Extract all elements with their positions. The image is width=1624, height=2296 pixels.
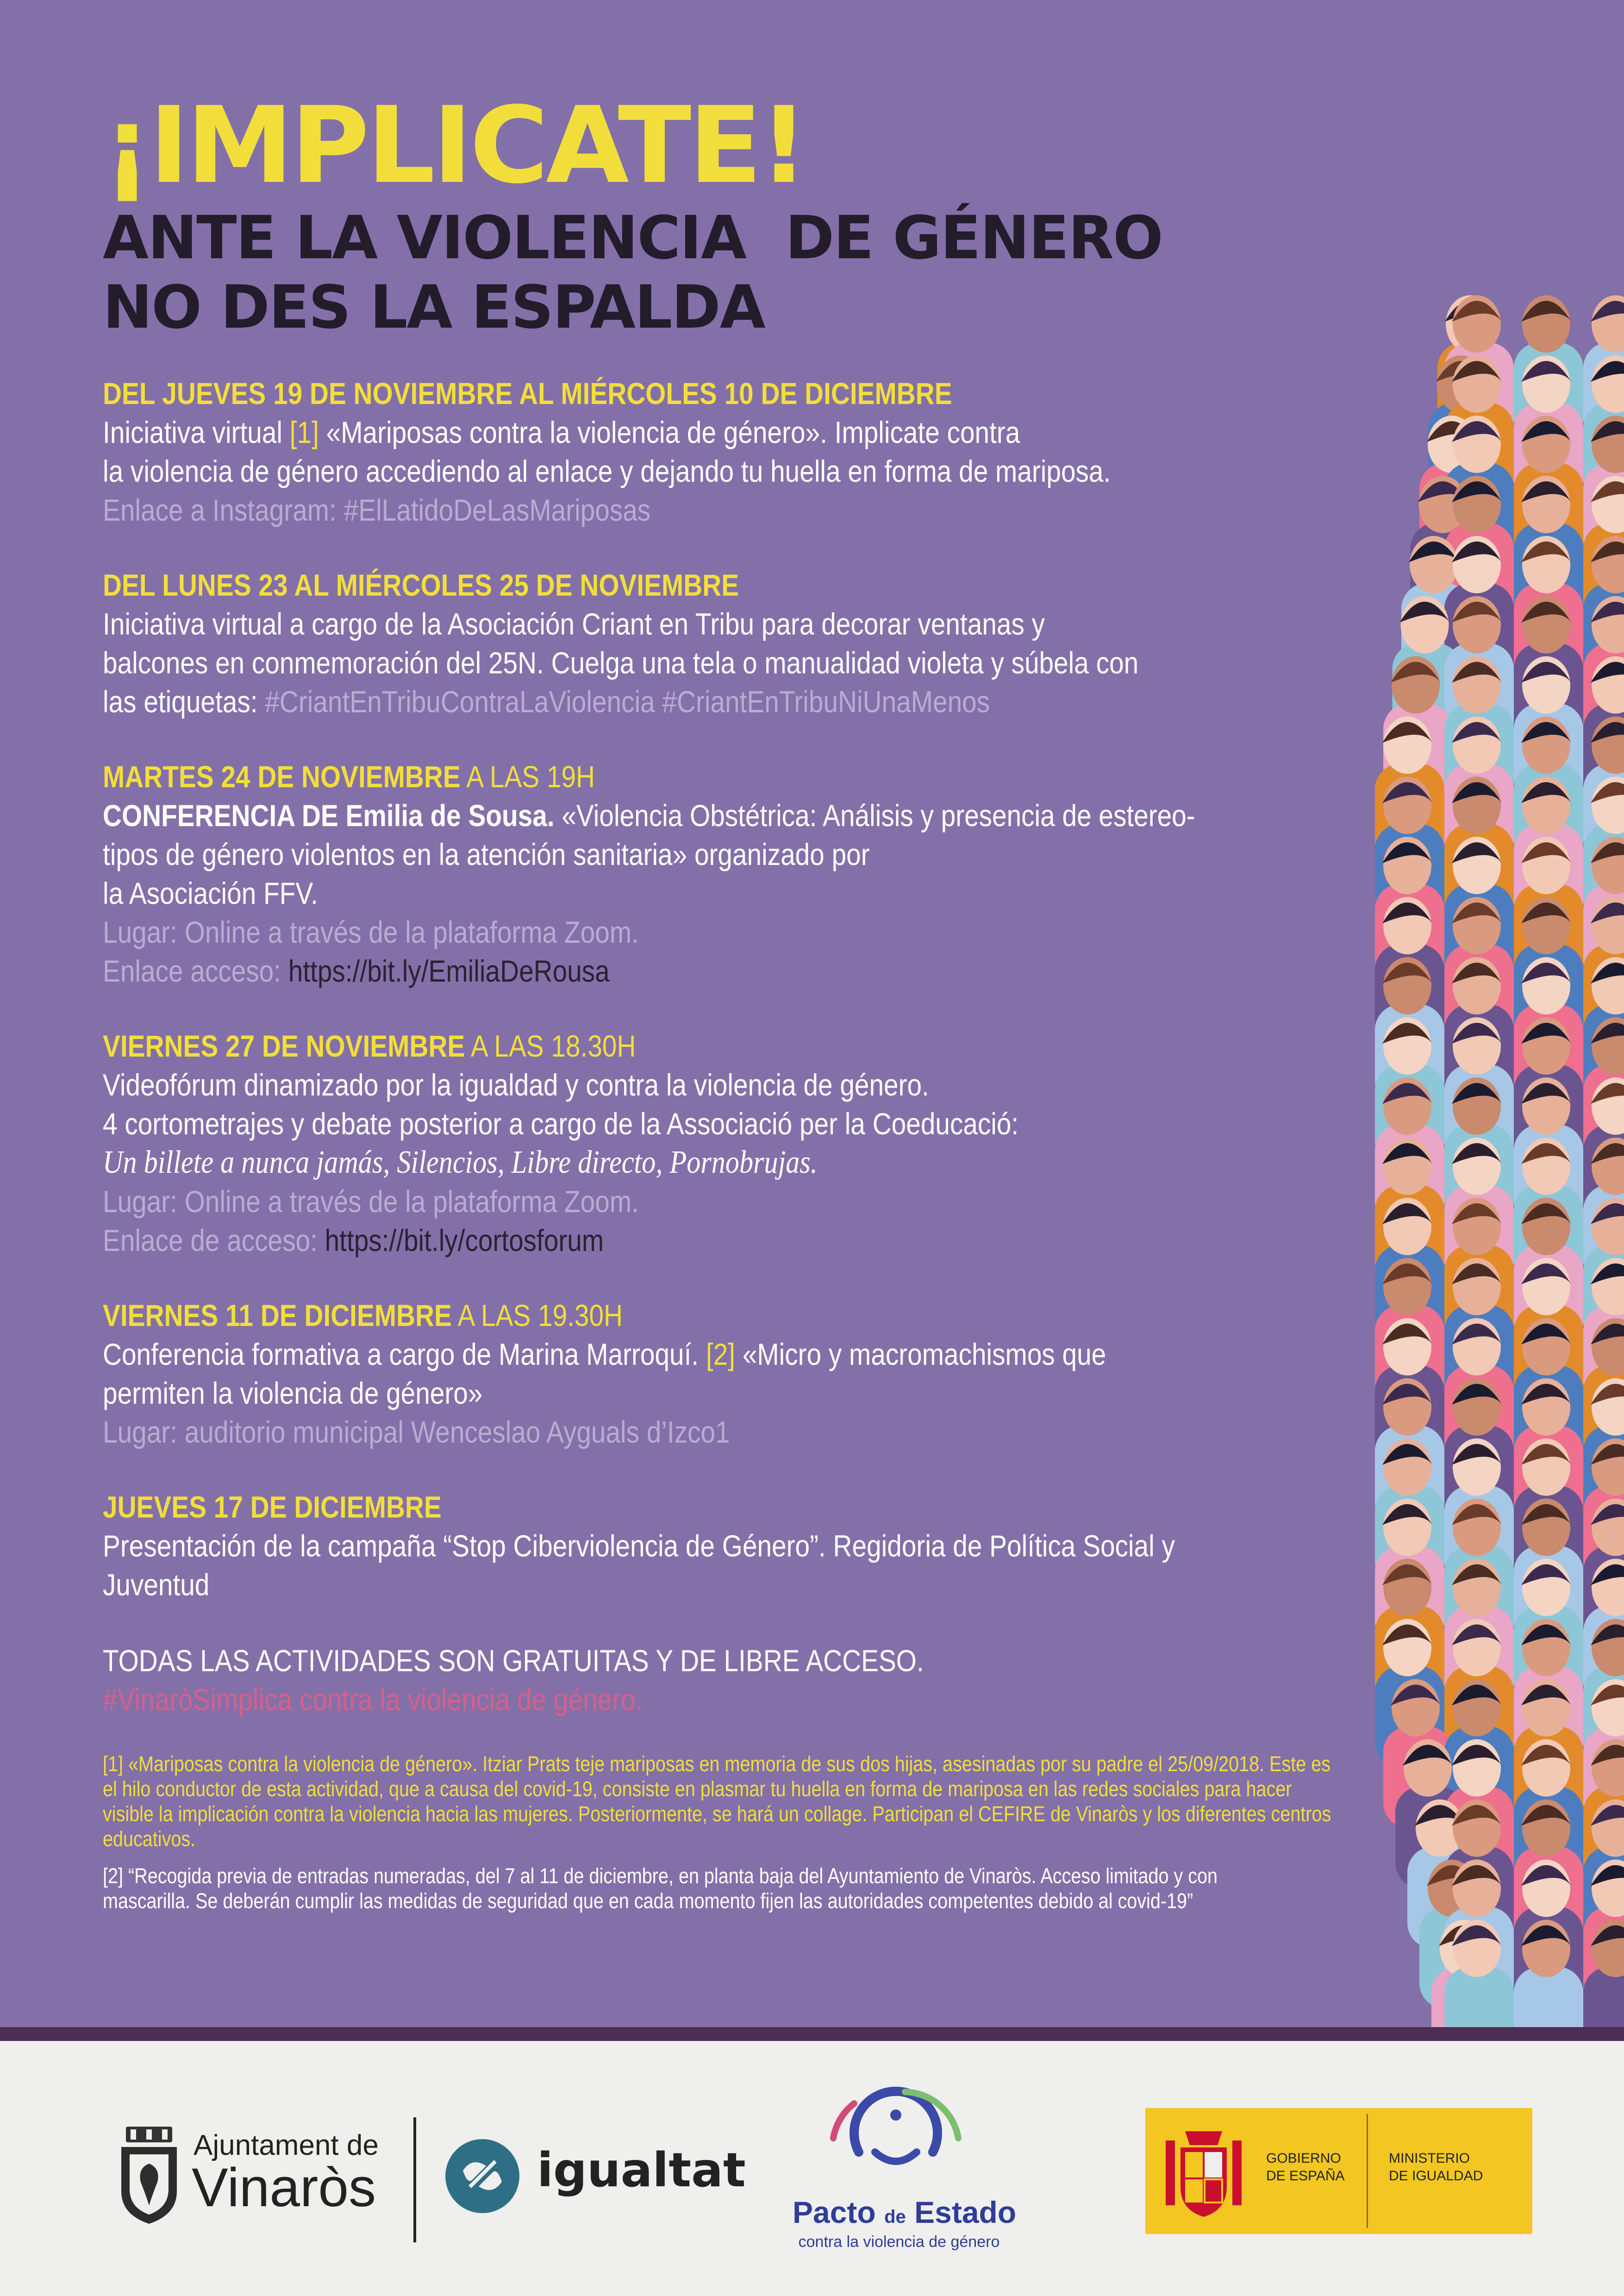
event-text: «Micro y macromachismos que: [735, 1337, 1106, 1371]
event-date: DEL LUNES 23 AL MIÉRCOLES 25 DE NOVIEMBRE: [103, 568, 739, 602]
vinaros-shield-icon: [117, 2127, 181, 2225]
footnote-ref-2[interactable]: [2]: [706, 1337, 736, 1371]
event-4: [103, 1027, 1353, 1260]
event-text: [103, 682, 1353, 721]
event-place: Lugar: Online a través de la plataforma Zoom.: [103, 1184, 639, 1219]
link-label: Enlace acceso:: [103, 954, 288, 988]
footer-divider: [0, 2027, 1624, 2041]
spain-coat-of-arms-icon: [1162, 2122, 1245, 2219]
main-content: [103, 84, 1353, 1913]
event-2: [103, 566, 1353, 721]
ministerio-label: [1389, 2150, 1483, 2185]
hashtags[interactable]: #CriantEnTribuContraLaViolencia #CriantEnTribuNiUnaMenos: [265, 684, 990, 719]
pacto-subtitle: contra la violencia de género: [798, 2233, 1000, 2251]
event-1: [103, 374, 1353, 529]
footnote-line: educativos.: [103, 1827, 196, 1851]
pacto-estado-icon: [826, 2083, 965, 2184]
event-place: Lugar: auditorio municipal Wenceslao Ayguals d’Izco1: [103, 1415, 730, 1449]
event-5: [103, 1296, 1353, 1451]
campaign-hashtag[interactable]: #VinaròSimplica contra la violencia de género.: [103, 1682, 643, 1717]
footnote-line: el hilo conductor de esta actividad, que a causa del covid-19, consiste en plasmar tu huella en forma de mariposa en las redes sociales para hacer: [103, 1777, 1292, 1801]
event-place: Lugar: Online a través de la plataforma Zoom.: [103, 915, 639, 949]
event-text: [103, 796, 1353, 835]
pacto-de: de: [884, 2207, 906, 2227]
event-text: Videofórum dinamizado por la igualdad y contra la violencia de género.: [103, 1068, 929, 1102]
gobierno-label: [1266, 2150, 1345, 2185]
subheadline-line-1: ANTE LA VIOLENCIA DE GÉNERO: [103, 204, 1162, 273]
event-date: [103, 1296, 1178, 1335]
event-text: la Asociación FFV.: [103, 876, 318, 910]
pacto-word: Pacto: [793, 2195, 876, 2229]
event-date: [103, 1027, 1178, 1065]
igualtat-label: igualtat: [537, 2143, 746, 2198]
footnote-ref-1[interactable]: [1]: [289, 415, 319, 449]
footnote-line: [2] “Recogida previa de entradas numeradas, del 7 al 11 de diciembre, en planta baja del Ayuntamiento de Vinaròs. Acceso limitado y con: [103, 1864, 1218, 1888]
event-text: Iniciativa virtual: [103, 415, 290, 449]
tags-label: las etiquetas:: [103, 684, 265, 719]
vinaros-label: Vinaròs: [192, 2157, 376, 2218]
ministerio-line: MINISTERIO: [1389, 2151, 1470, 2166]
link-url[interactable]: https://bit.ly/cortosforum: [325, 1223, 604, 1257]
footnote-line: visible la implicación contra la violencia hacia las mujeres. Posteriormente, se hará un collage. Participan el CEFIRE de Vinaròs y los diferentes centros: [103, 1802, 1331, 1826]
link-url[interactable]: https://bit.ly/EmiliaDeRousa: [288, 954, 610, 988]
event-link: [103, 952, 1353, 990]
event-day: MARTES 24 DE NOVIEMBRE: [103, 759, 461, 794]
event-link: [103, 1221, 1353, 1260]
event-text: balcones en conmemoración del 25N. Cuelga una tela o manualidad violeta y súbela con: [103, 646, 1139, 680]
gobierno-line: DE ESPAÑA: [1266, 2168, 1345, 2184]
free-access-note: TODAS LAS ACTIVIDADES SON GRATUITAS Y DE LIBRE ACCESO.: [103, 1643, 924, 1678]
link-label: Enlace de acceso:: [103, 1223, 325, 1257]
event-date: [103, 757, 1178, 796]
event-6: [103, 1487, 1353, 1604]
subheadline-line-2: NO DES LA ESPALDA: [103, 273, 765, 342]
footnote-line: mascarilla. Se deberán cumplir las medidas de seguridad que en cada momento fijen las autoridades competentes debido al covid-19”: [103, 1889, 1193, 1913]
conference-text: «Violencia Obstétrica: Análisis y presencia de estereo-: [554, 798, 1195, 833]
event-text: tipos de género violentos en la atención sanitaria» organizado por: [103, 837, 870, 871]
event-time: A LAS 18.30H: [465, 1029, 636, 1063]
subheadline: [103, 204, 1353, 342]
event-time: A LAS 19H: [460, 759, 595, 794]
event-text: 4 cortometrajes y debate posterior a cargo de la Associació per la Coeducació:: [103, 1107, 1019, 1141]
pacto-estado-title: [793, 2195, 1017, 2230]
event-date: JUEVES 17 DE DICIEMBRE: [103, 1490, 442, 1524]
ajuntament-label: Ajuntament de: [194, 2129, 379, 2161]
event-text: [103, 1335, 1353, 1374]
logo-separator: [1367, 2114, 1368, 2228]
event-text: Presentación de la campaña “Stop Ciberviolencia de Género”. Regidoria de Política Social y: [103, 1529, 1175, 1563]
footnote-1: [103, 1751, 1464, 1851]
event-day: VIERNES 11 DE DICIEMBRE: [103, 1298, 452, 1332]
event-text: permiten la violencia de género»: [103, 1376, 483, 1410]
headline: ¡IMPLICATE!: [103, 84, 806, 207]
event-time: A LAS 19.30H: [451, 1298, 623, 1332]
event-text: la violencia de género accediendo al enlace y dejando tu huella en forma de mariposa.: [103, 454, 1111, 488]
pacto-estado-word: Estado: [914, 2195, 1017, 2229]
event-3: [103, 757, 1353, 990]
event-text: Juventud: [103, 1568, 210, 1602]
event-description: [103, 413, 1353, 452]
footnote-line: [1] «Mariposas contra la violencia de género». Itziar Prats teje mariposas en memoria de sus dos hijas, asesinadas por su padre el 25/09/2018. Este es: [103, 1752, 1330, 1776]
gobierno-line: GOBIERNO: [1266, 2151, 1341, 2166]
event-text: «Mariposas contra la violencia de género». Implicate contra: [319, 415, 1020, 449]
event-text: Conferencia formativa a cargo de Marina Marroquí.: [103, 1337, 706, 1371]
event-date: DEL JUEVES 19 DE NOVIEMBRE AL MIÉRCOLES 10 DE DICIEMBRE: [103, 376, 952, 411]
igualtat-icon: [444, 2138, 520, 2214]
conference-title: CONFERENCIA DE Emilia de Sousa.: [103, 798, 555, 833]
footnote-2: [103, 1863, 1464, 1913]
ministerio-line: DE IGUALDAD: [1389, 2168, 1483, 2184]
film-titles: Un billete a nunca jamás, Silencios, Libre directo, Pornobrujas.: [103, 1145, 818, 1180]
logo-divider: [413, 2117, 416, 2242]
event-link[interactable]: Enlace a Instagram: #ElLatidoDeLasMariposas: [103, 493, 651, 527]
event-day: VIERNES 27 DE NOVIEMBRE: [103, 1029, 465, 1063]
event-text: Iniciativa virtual a cargo de la Asociación Criant en Tribu para decorar ventanas y: [103, 607, 1045, 641]
